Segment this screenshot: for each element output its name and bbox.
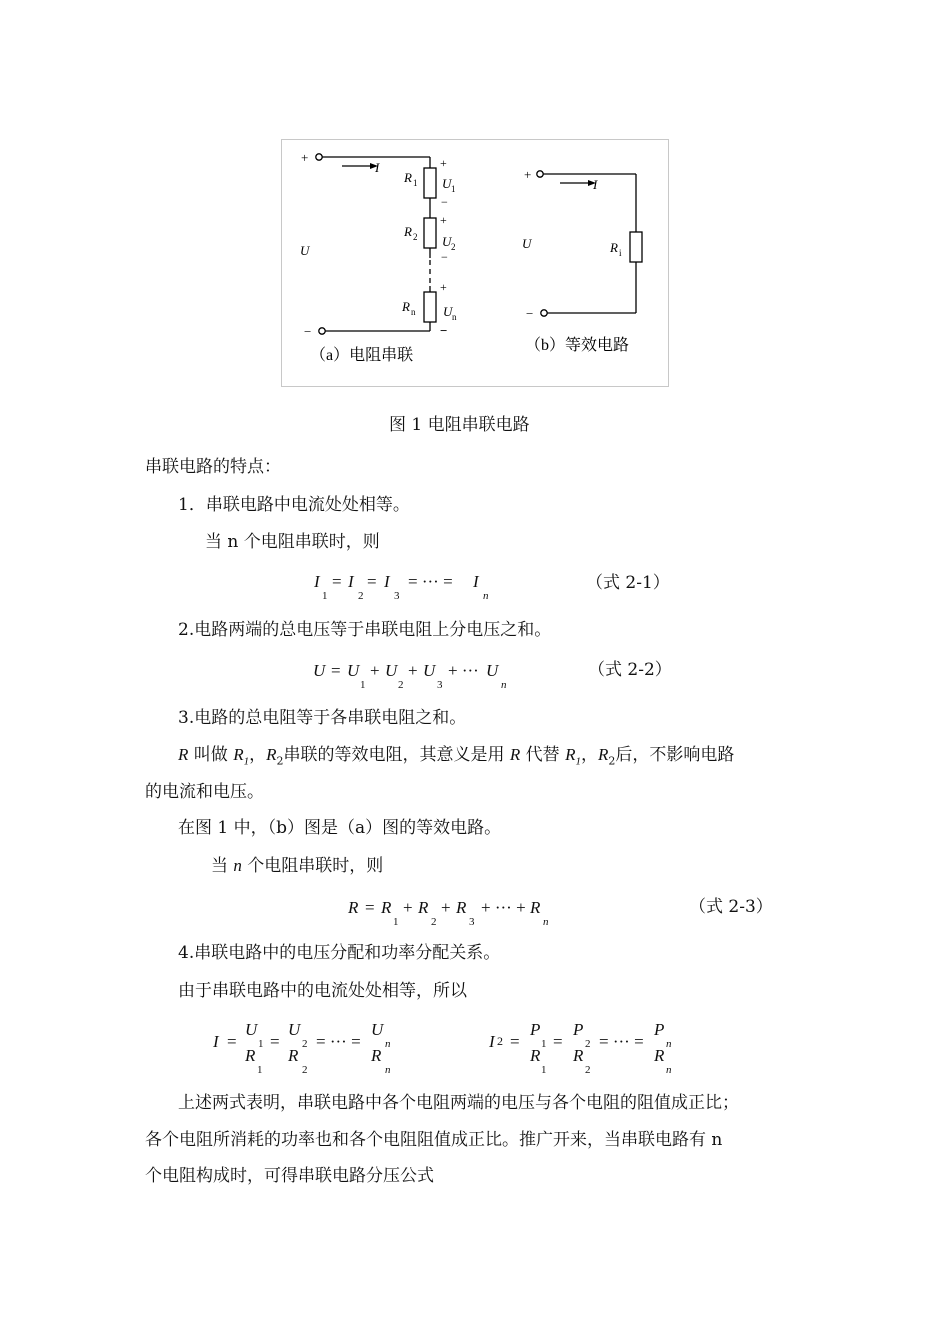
terminal-minus-a: − — [304, 324, 312, 339]
caption-b: （b）等效电路 — [525, 337, 630, 354]
equation-2-3: R = R 1 + R 2 + R 3 + ··· + R n — [348, 898, 549, 928]
figure-reference: 在图 1 中，（b）图是（a）图的等效电路。 — [178, 818, 502, 838]
un-plus: + — [440, 280, 447, 294]
terminal-plus-a: + — [301, 150, 309, 165]
u1-label: U — [442, 176, 452, 191]
equation-2-1-label: （式 2-1） — [586, 573, 670, 593]
terminal-plus-b: + — [524, 167, 532, 182]
u1-plus: + — [440, 156, 447, 170]
u2-minus: − — [441, 250, 448, 264]
r2-sub: 2 — [413, 232, 418, 242]
n-resistors-note: 当 n 个电阻串联时，则 — [211, 856, 384, 876]
equation-2-2-label: （式 2-2） — [588, 660, 672, 680]
circuit-figure — [281, 139, 669, 387]
rn-sub: n — [411, 307, 416, 317]
conclusion-line-2: 各个电阻所消耗的功率也和各个电阻阻值成正比。推广开来，当串联电路有 n — [145, 1130, 723, 1150]
r1-label: R — [404, 170, 412, 185]
u2-plus: + — [440, 213, 447, 227]
un-label: U — [443, 304, 453, 319]
point-1-note: 当 n 个电阻串联时，则 — [205, 532, 380, 552]
current-label-a: I — [375, 160, 380, 175]
caption-a: （a）电阻串联 — [310, 347, 414, 364]
point-1: 1．串联电路中电流处处相等。 — [178, 495, 410, 515]
conclusion-line-1: 上述两式表明，串联电路中各个电阻两端的电压与各个电阻的阻值成正比； — [178, 1093, 739, 1113]
conclusion-line-3: 个电阻构成时，可得串联电路分压公式 — [145, 1166, 434, 1186]
circuit-diagram — [282, 140, 668, 386]
equation-2-2: U = U 1 + U 2 + U 3 + ··· U n — [313, 661, 507, 691]
ri-label: R — [610, 240, 618, 255]
point-2: 2.电路两端的总电压等于串联电阻上分电压之和。 — [178, 620, 552, 640]
voltage-ratio-equation: I = U 1 = R 1 U 2 R 2 = ··· = U n R n — [213, 1020, 391, 1076]
power-ratio-equation: I 2 = P 1 = R 1 P 2 R 2 = ··· = P n R n — [489, 1020, 672, 1076]
point-4: 4.串联电路中的电压分配和功率分配关系。 — [178, 943, 501, 963]
un-sub: n — [452, 312, 457, 322]
u2-label: U — [442, 234, 452, 249]
equivalent-resistance-para-line2: 的电流和电压。 — [145, 782, 264, 802]
voltage-label-a: U — [300, 243, 310, 258]
equivalent-resistance-para: R 叫做 $R_1$，$R_2$串联的等效电阻，其意义是用 R 代替 $R_1$，$R_2$后，不影响电路 — [178, 745, 735, 768]
un-minus: − — [440, 323, 448, 338]
current-label-b: I — [593, 177, 598, 192]
equation-2-3-label: （式 2-3） — [689, 897, 773, 917]
figure-caption: 图 1 电阻串联电路 — [389, 415, 530, 435]
ri-sub: i — [619, 248, 622, 258]
terminal-minus-b: − — [526, 306, 534, 321]
point-3: 3.电路的总电阻等于各串联电阻之和。 — [178, 708, 467, 728]
u1-sub: 1 — [451, 184, 456, 194]
r2-label: R — [404, 224, 412, 239]
rn-label: R — [402, 299, 410, 314]
voltage-label-b: U — [522, 236, 532, 251]
equation-2-1: I 1 = I 2 = I 3 = ··· = I n — [314, 572, 489, 602]
u2-sub: 2 — [451, 242, 456, 252]
section-heading: 串联电路的特点： — [145, 457, 281, 477]
r1-sub: 1 — [413, 178, 418, 188]
u1-minus: − — [441, 195, 448, 209]
point-4-note: 由于串联电路中的电流处处相等，所以 — [178, 981, 467, 1001]
